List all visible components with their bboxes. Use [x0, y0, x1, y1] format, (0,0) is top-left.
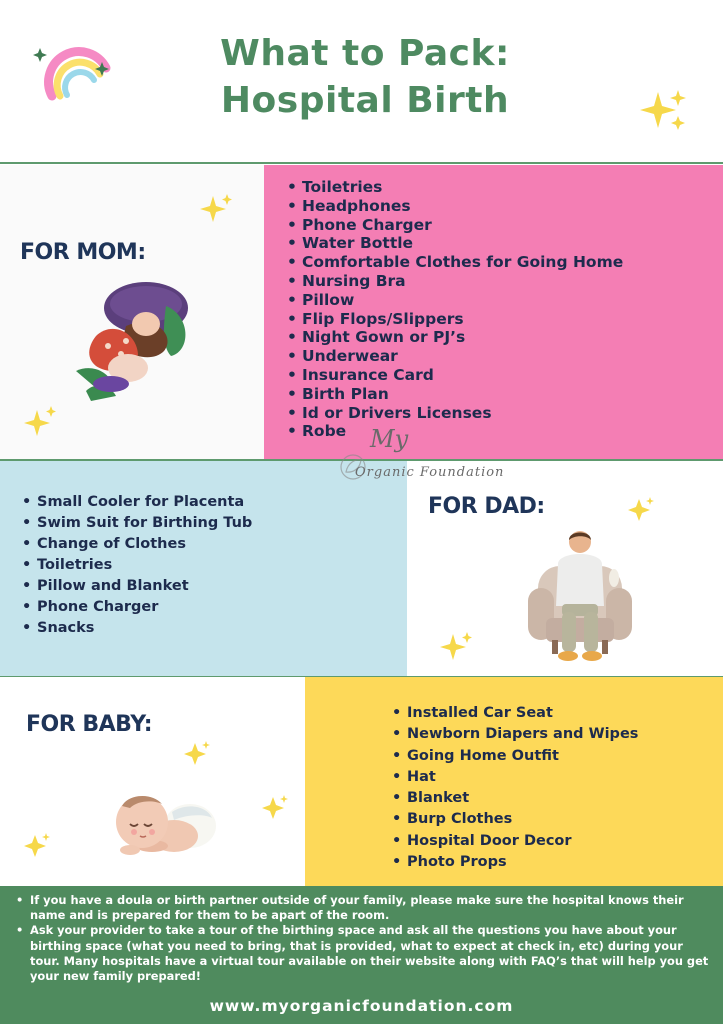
list-item: • Headphones — [287, 197, 623, 216]
list-item: • Birth Plan — [287, 385, 623, 404]
dad-heading: FOR DAD: — [428, 494, 545, 519]
sparkle-icon — [262, 794, 290, 822]
title-line-2: Hospital Birth — [220, 80, 510, 121]
list-item: • Newborn Diapers and Wipes — [392, 724, 638, 745]
list-item: • Swim Suit for Birthing Tub — [22, 513, 252, 534]
rainbow-icon — [30, 34, 115, 104]
sparkle-icon — [440, 630, 474, 662]
list-item: • Change of Clothes — [22, 534, 252, 555]
list-item: • Robe — [287, 422, 623, 441]
list-item: • Snacks — [22, 618, 252, 639]
list-item: • Toiletries — [22, 555, 252, 576]
mom-item-list — [287, 178, 623, 441]
list-item: • Going Home Outfit — [392, 746, 638, 767]
sparkle-icon — [628, 496, 656, 522]
list-item: • Night Gown or PJ’s — [287, 328, 623, 347]
website-link[interactable]: www.myorganicfoundation.com — [209, 997, 514, 1015]
list-item: • Pillow and Blanket — [22, 576, 252, 597]
list-item: • Small Cooler for Placenta — [22, 492, 252, 513]
baby-heading: FOR BABY: — [26, 712, 153, 737]
list-item: • Blanket — [392, 788, 638, 809]
list-item: • Pillow — [287, 291, 623, 310]
mom-heading: FOR MOM: — [20, 240, 146, 265]
footer-notes — [16, 893, 716, 984]
sparkle-icon — [640, 88, 690, 136]
list-item: • Id or Drivers Licenses — [287, 404, 623, 423]
list-item: • Nursing Bra — [287, 272, 623, 291]
list-item: • Toiletries — [287, 178, 623, 197]
dad-item-list — [22, 492, 252, 639]
list-item: • Installed Car Seat — [392, 703, 638, 724]
sparkle-icon — [24, 404, 58, 440]
baby-illustration — [112, 788, 222, 860]
list-item: • Underwear — [287, 347, 623, 366]
watermark-text: Organic Foundation — [355, 465, 505, 480]
list-item: • Insurance Card — [287, 366, 623, 385]
baby-item-list — [392, 703, 638, 873]
list-item: • Comfortable Clothes for Going Home — [287, 253, 623, 272]
sparkle-icon — [184, 740, 212, 768]
list-item: • Photo Props — [392, 852, 638, 873]
watermark-logo: My — [370, 425, 409, 453]
list-item: • Water Bottle — [287, 234, 623, 253]
title-line-1: What to Pack: — [220, 33, 510, 74]
mom-illustration — [66, 276, 206, 406]
divider — [0, 162, 723, 164]
footer-note: • Ask your provider to take a tour of the birthing space and ask all the questions you have about your birthing space (what you need to bring, that is provided, what to expect at check in, etc) during your tour. Many hospitals have a virtual tour available on their website along with FAQ’s that will help you get your new family prepared! — [16, 923, 716, 984]
list-item: • Phone Charger — [22, 597, 252, 618]
sparkle-icon — [200, 192, 234, 226]
list-item: • Burp Clothes — [392, 809, 638, 830]
page-title — [110, 30, 620, 124]
list-item: • Phone Charger — [287, 216, 623, 235]
list-item: • Hospital Door Decor — [392, 831, 638, 852]
list-item: • Flip Flops/Slippers — [287, 310, 623, 329]
sparkle-icon — [24, 832, 52, 860]
dad-illustration — [524, 526, 636, 666]
list-item: • Hat — [392, 767, 638, 788]
footer-note: • If you have a doula or birth partner outside of your family, please make sure the hospital knows their name and is prepared for them to be apart of the room. — [16, 893, 716, 923]
